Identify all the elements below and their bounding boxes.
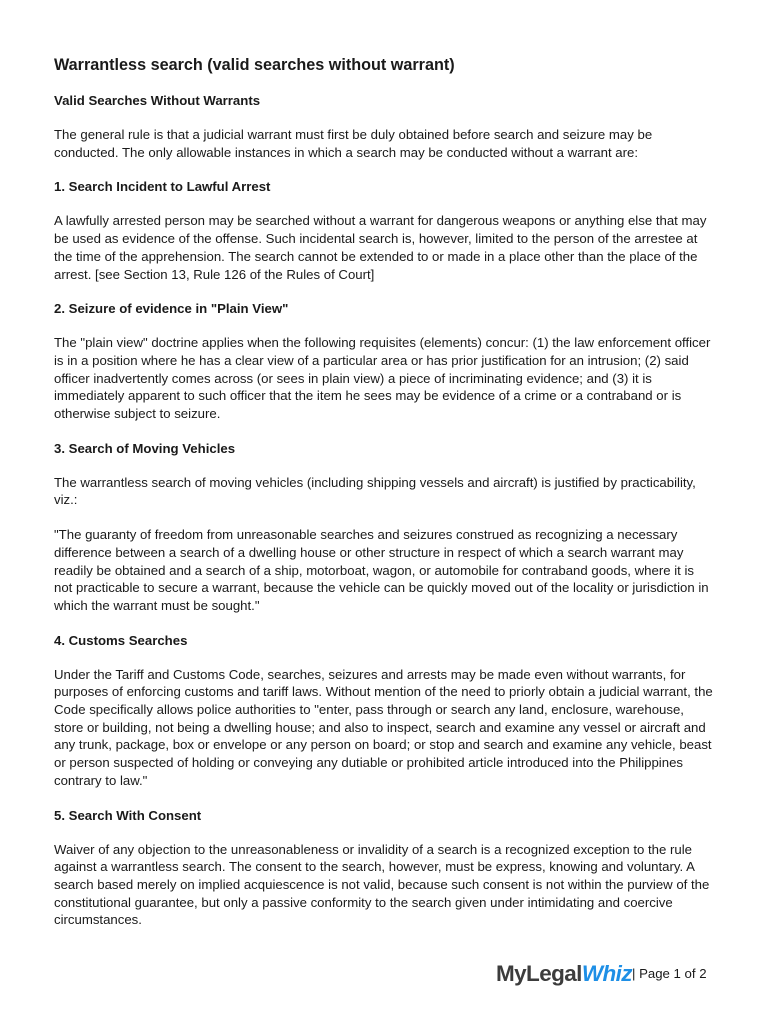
- section-paragraph: A lawfully arrested person may be searched without a warrant for dangerous weapons or anything else that may be used as evidence of the offense. Such incidental search is, however, limited to the person of the arrestee at the time of the apprehension. The search cannot be extended to or made in a place other than the place of the arrest. [see Section 13, Rule 126 of the Rules of Court]: [54, 213, 707, 282]
- mylegalwhiz-logo[interactable]: [496, 960, 632, 988]
- section-heading: 4. Customs Searches: [54, 632, 188, 648]
- section-heading: 3. Search of Moving Vehicles: [54, 440, 236, 456]
- section-paragraph: Waiver of any objection to the unreasonableness or invalidity of a search is a recognized exception to the rule against a warrantless search. The consent to the search, however, must be express, knowing and voluntary. A search based merely on implied acquiescence is not valid, because such consent is not within the purview of the constitutional guarantee, but only a passive conformity to the search given under intimidating and coercive circumstances.: [54, 841, 710, 928]
- section-heading: 5. Search With Consent: [54, 807, 202, 823]
- section-plain-view: [54, 300, 714, 423]
- page-number: | Page 1 of 2: [632, 966, 707, 981]
- logo-text-main: MyLegal: [496, 961, 582, 986]
- section-heading: 1. Search Incident to Lawful Arrest: [54, 179, 271, 195]
- section-moving-vehicles: [54, 440, 714, 615]
- document-subtitle: Valid Searches Without Warrants: [54, 93, 261, 108]
- section-heading: 2. Seizure of evidence in "Plain View": [54, 301, 289, 317]
- logo-text-accent: Whiz: [581, 961, 632, 986]
- section-quote-paragraph: "The guaranty of freedom from unreasonable searches and seizures construed as recognizing a necessary difference between a search of a dwelling house or other structure in respect of which a search warrant may readily be obtained and a search of a ship, motorboat, wagon, or automobile for contraband goods, where it is not practicable to secure a warrant, because the vehicle can be quickly moved out of the locality or jurisdiction in which the warrant must be sought.": [54, 527, 709, 613]
- intro-paragraph: The general rule is that a judicial warrant must first be duly obtained before search and seizure may be conducted. The only allowable instances in which a search may be conducted without a warrant are:: [54, 127, 653, 160]
- section-paragraph: Under the Tariff and Customs Code, searches, seizures and arrests may be made even without warrants, for purposes of enforcing customs and tariff laws. Without mention of the need to priorly obtain a judicial warrant, the Code specifically allows police authorities to "enter, pass through or search any land, enclosure, warehouse, store or building, not being a dwelling house; and also to inspect, search and examine any vessel or aircraft and any trunk, package, box or envelope or any person on board; or stop and search and examine any vehicle, beast or person suspected of holding or conveying any dutiable or prohibited article introduced into the Philippines contrary to law.": [54, 666, 713, 788]
- section-customs-searches: [54, 632, 714, 790]
- section-paragraph: The "plain view" doctrine applies when the following requisites (elements) concur: (1) the law enforcement officer is in a position where he has a clear view of a particular area or has prior justification for an intrusion; (2) said officer inadvertently comes across (or sees in plain view) a piece of incriminating evidence; and (3) it is immediately apparent to such officer that the item he sees may be evidence of a crime or a contraband or is otherwise subject to seizure.: [54, 335, 711, 422]
- section-search-with-consent: [54, 807, 714, 930]
- document-title: Warrantless search (valid searches without warrant): [54, 56, 455, 74]
- section-search-incident: [54, 178, 714, 283]
- section-paragraph: The warrantless search of moving vehicles (including shipping vessels and aircraft) is justified by practicability, viz.:: [54, 474, 696, 508]
- page-footer: [0, 960, 768, 990]
